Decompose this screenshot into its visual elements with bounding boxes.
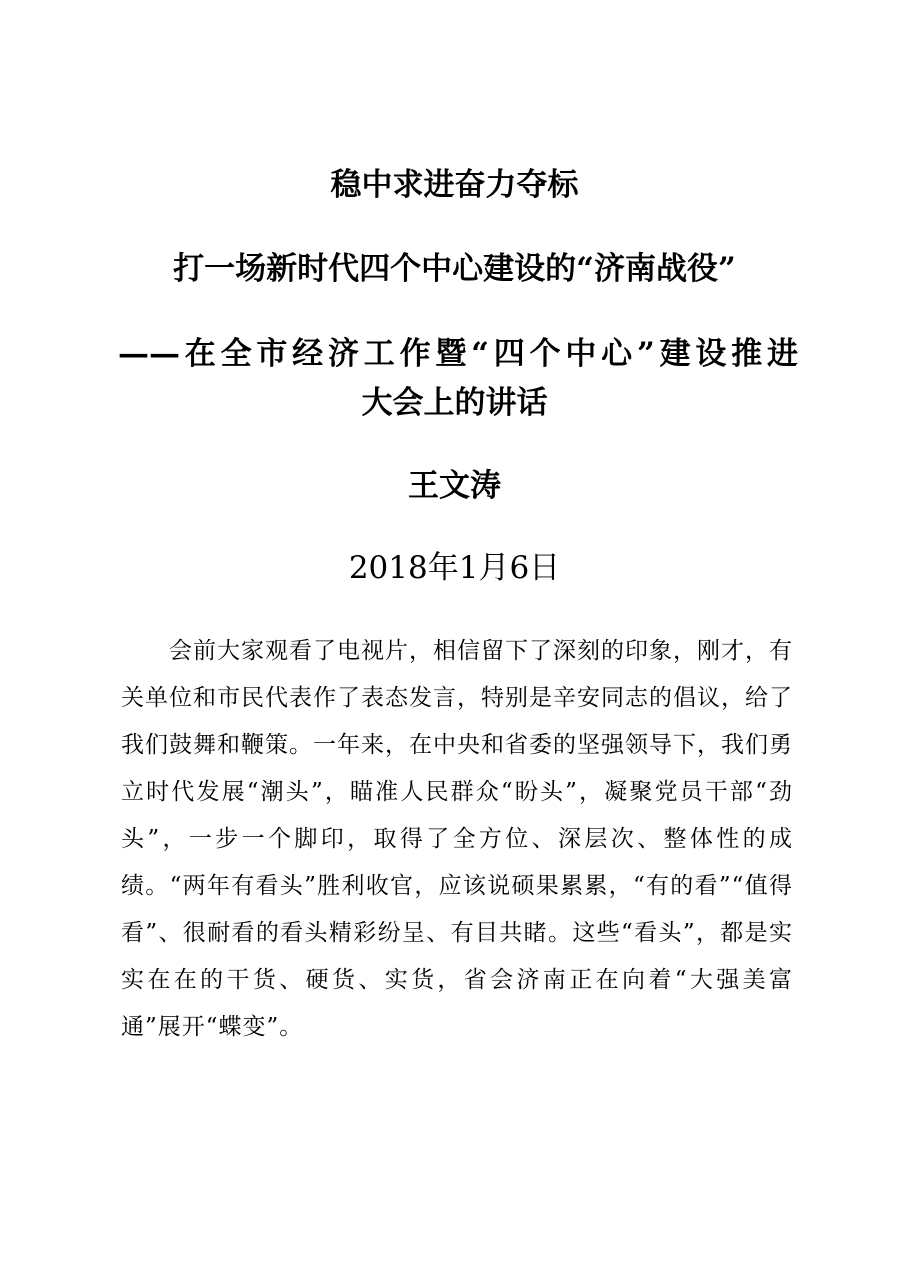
speech-occasion-line-1: ——在全市经济工作暨“四个中心”建设推进 — [118, 336, 798, 372]
body-paragraph: 会前大家观看了电视片，相信留下了深刻的印象，刚才，有关单位和市民代表作了表态发言，特别是辛安同志的倡议，给了我们鼓舞和鞭策。一年来，在中央和省委的坚强领导下，我们勇立时代发展“潮头”，瞄准人民群众“盼头”，凝聚党员干部“劲头”，一步一个脚印，取得了全方位、深层次、整体性的成绩。“两年有看头”胜利收官，应该说硕果累累，“有的看”“值得看”、很耐看的看头精彩纷呈、有目共睹。这些“看头”，都是实实在在的干货、硬货、实货，省会济南正在向着“大强美富通”展开“蝶变”。 — [121, 638, 793, 1040]
document-title: 稳中求进奋力夺标 — [330, 167, 579, 203]
author-name: 王文涛 — [408, 468, 501, 504]
speech-date: 2018年1月6日 — [348, 550, 561, 586]
speech-occasion-line-2: 大会上的讲话 — [361, 385, 548, 421]
document-subtitle: 打一场新时代四个中心建设的“济南战役” — [173, 251, 736, 287]
